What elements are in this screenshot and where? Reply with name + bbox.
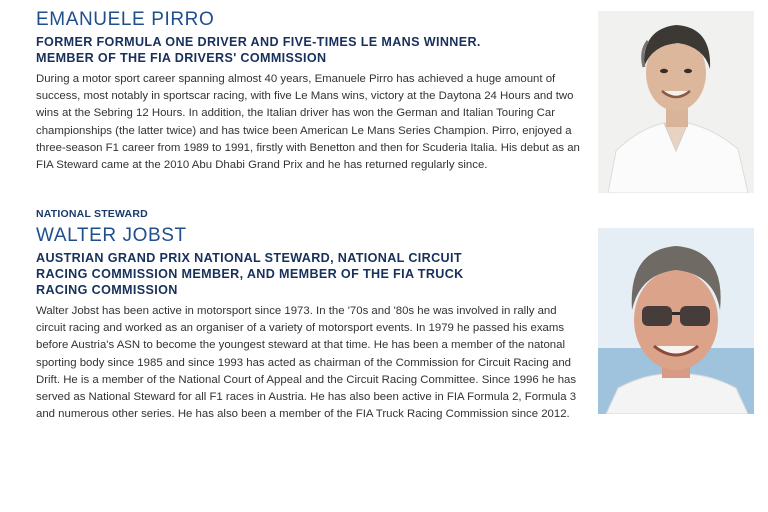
person-bio: Walter Jobst has been active in motorsport since 1973. In the '70s and '80s he was involved in rally and circuit racing and worked as an organiser of a variety of motorsport events. In 1979 he passed his exams before Austria's ASN to become the youngest steward at that time. He has been a member of the natonal sporting body since 1985 and since 1993 has acted as chairman of the Commission for Circuit Racing and Drift. He is a member of the National Court of Appeal and the Circuit Racing Committee. Since 1996 he has served as National Steward for all F1 races in Austria. He has also been active in FIA Formula 2, Formula 3 and numerous other series. He has also been a member of the FIA Truck Racing Commission since 2012. — [36, 305, 577, 421]
person-bio: During a motor sport career spanning almost 40 years, Emanuele Pirro has achieved a huge amount of success, most notably in sportscar racing, with five Le Mans wins, victory at the Daytona 24 Hours and two wins at the Sebring 12 Hours. In addition, the Italian driver has won the German and Italian Touring Car championships (the latter twice) and has twice been American Le Mans Series Champion. Pirro, enjoyed a three-season F1 career from 1989 to 1991, firstly with Benetton and then for Scuderia Italia. His debut as an FIA Steward came at the 2010 Abu Dhabi Grand Prix and he has returned regularly since. — [36, 73, 580, 172]
role-label: NATIONAL STEWARD — [36, 208, 148, 220]
profile-jobst — [36, 208, 584, 423]
person-name: WALTER JOBST — [36, 225, 187, 246]
profile-pirro — [36, 8, 584, 174]
person-name: EMANUELE PIRRO — [36, 9, 215, 30]
portrait-photo-pirro — [598, 11, 754, 193]
portrait-photo-jobst — [598, 228, 754, 414]
person-title: FORMER FORMULA ONE DRIVER AND FIVE-TIMES LE MANS WINNER. MEMBER OF THE FIA DRIVERS' COMMISSION — [36, 35, 481, 65]
person-title: AUSTRIAN GRAND PRIX NATIONAL STEWARD, NATIONAL CIRCUIT RACING COMMISSION MEMBER, AND MEMBER OF THE FIA TRUCK RACING COMMISSION — [36, 251, 464, 297]
